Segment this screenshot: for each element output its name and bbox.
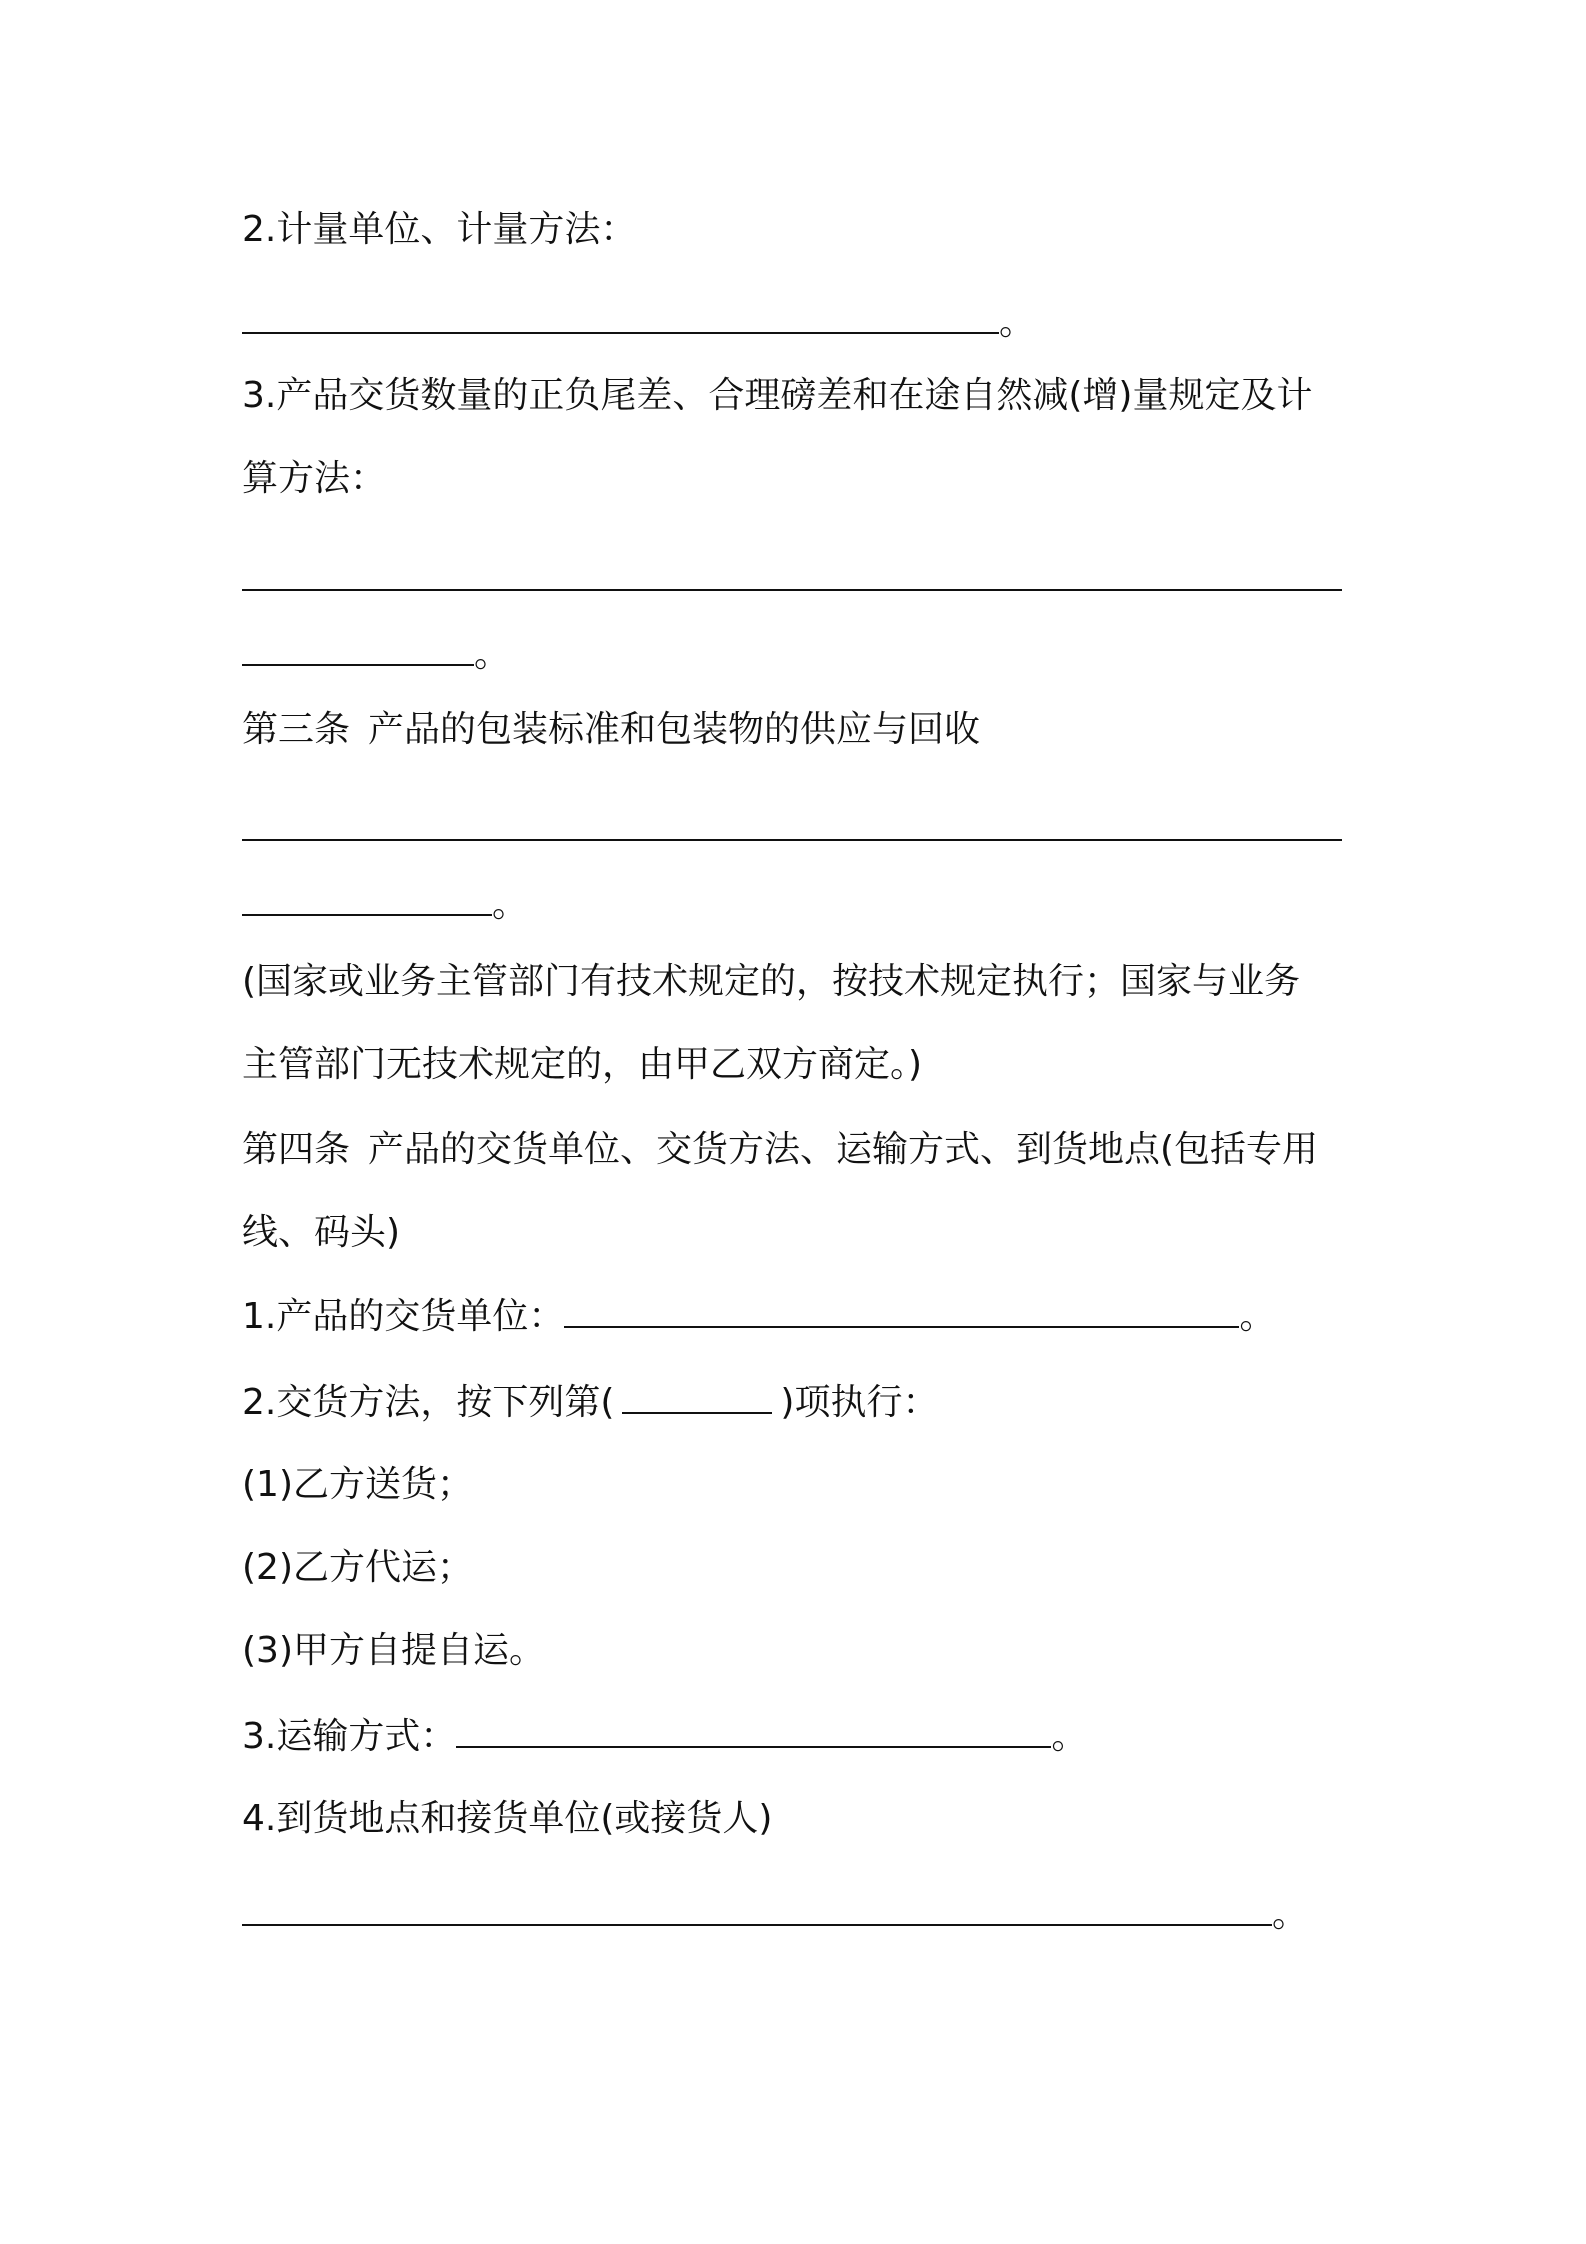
option-seller-ships: (2)乙方代运；: [242, 1547, 473, 1588]
item-label: 1.产品的交货单位：: [242, 1296, 565, 1337]
item-label: 3.运输方式：: [242, 1716, 457, 1757]
article-three-heading: [242, 706, 980, 754]
fill-line-measurement: [242, 298, 1035, 347]
article-title: 产品的包装标准和包装物的供应与回收: [368, 709, 981, 750]
blank-field[interactable]: [242, 880, 492, 916]
period: 。: [1051, 1716, 1088, 1757]
item-label: 2.交货方法，按下列第(: [242, 1382, 615, 1423]
option-buyer-picks-up: (3)甲方自提自运。: [242, 1630, 545, 1671]
blank-field[interactable]: [242, 298, 999, 334]
fill-line-tolerance-2: [242, 630, 510, 679]
article-number: 第三条: [242, 709, 351, 750]
packaging-note-2: 主管部门无技术规定的，由甲乙双方商定。): [242, 1044, 923, 1085]
fill-line-packaging-2: [242, 880, 528, 929]
fill-line-tolerance-1: [242, 555, 1342, 604]
blank-field[interactable]: [242, 805, 1342, 841]
article-four-heading: [242, 1126, 1318, 1174]
period: 。: [1239, 1296, 1276, 1337]
article-title: 产品的交货单位、交货方法、运输方式、到货地点(包括专用: [368, 1129, 1319, 1170]
article-number: 第四条: [242, 1129, 351, 1170]
item-quantity-tolerance-cont: 算方法：: [242, 458, 387, 499]
period: 。: [474, 634, 511, 675]
period: 。: [999, 302, 1036, 343]
blank-field[interactable]: [564, 1292, 1239, 1328]
period: 。: [492, 884, 529, 925]
item-label-suffix: )项执行：: [780, 1382, 939, 1423]
blank-field[interactable]: [242, 1890, 1272, 1926]
blank-field[interactable]: [622, 1378, 772, 1414]
blank-field[interactable]: [456, 1712, 1051, 1748]
item-destination: 4.到货地点和接货单位(或接货人): [242, 1798, 773, 1839]
item-measurement-unit: 2.计量单位、计量方法：: [242, 209, 637, 250]
item-delivery-method: [242, 1378, 938, 1427]
fill-line-destination: [242, 1890, 1308, 1939]
item-quantity-tolerance: 3.产品交货数量的正负尾差、合理磅差和在途自然减(增)量规定及计: [242, 375, 1313, 416]
article-four-heading-cont: 线、码头): [242, 1212, 401, 1253]
period: 。: [1272, 1894, 1309, 1935]
item-transport-method: [242, 1712, 1087, 1761]
blank-field[interactable]: [242, 630, 474, 666]
blank-field[interactable]: [242, 555, 1342, 591]
option-seller-delivers: (1)乙方送货；: [242, 1464, 473, 1505]
packaging-note-1: (国家或业务主管部门有技术规定的，按技术规定执行；国家与业务: [242, 961, 1301, 1002]
fill-line-packaging-1: [242, 805, 1342, 854]
item-delivery-unit: [242, 1292, 1275, 1341]
